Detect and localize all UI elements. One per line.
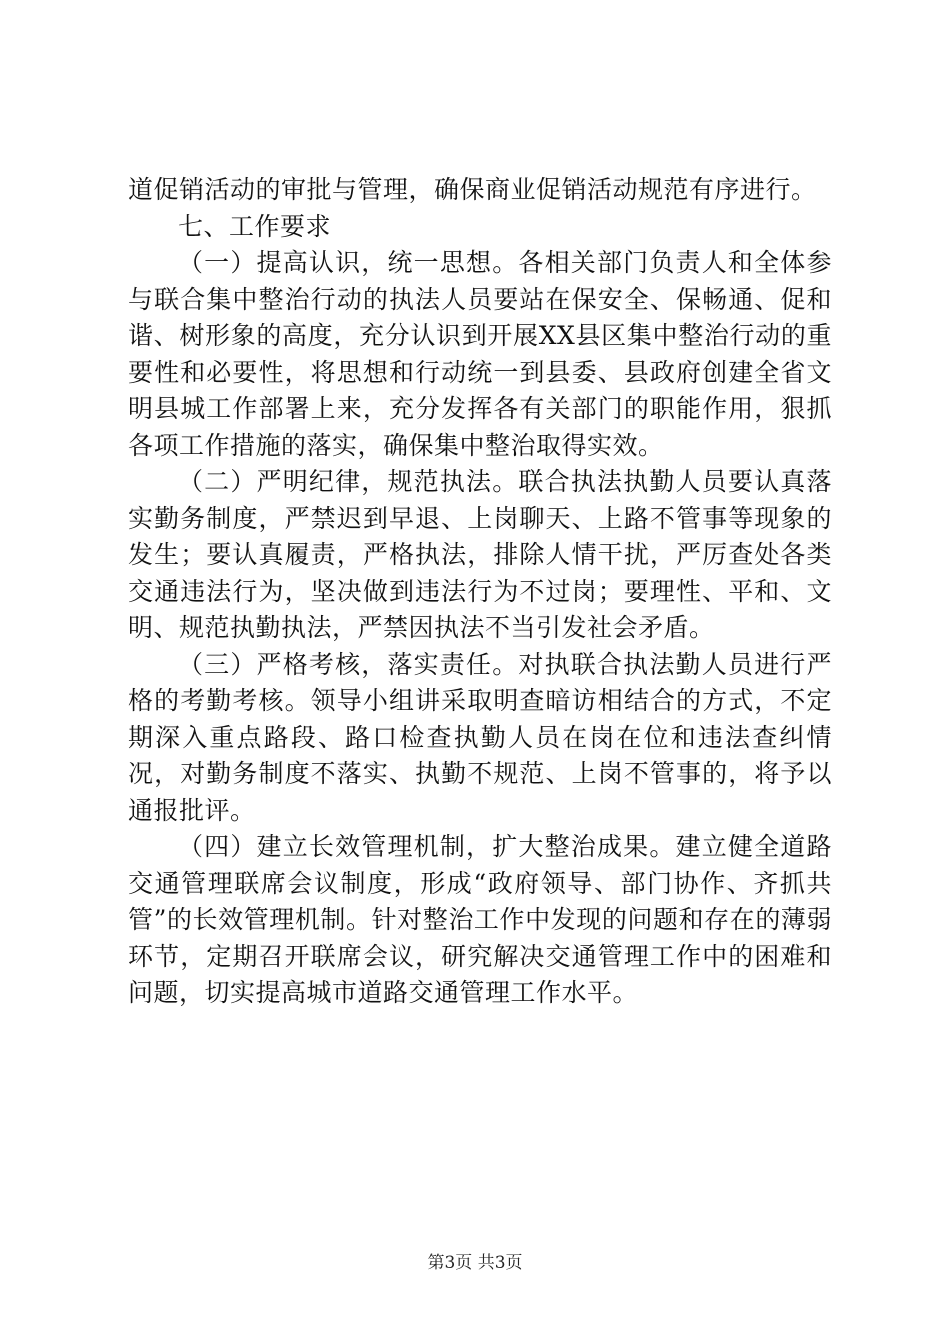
page-number-footer: 第3页 共3页: [427, 1253, 523, 1273]
paragraph-continuation: 道促销活动的审批与管理，确保商业促销活动规范有序进行。: [128, 175, 817, 204]
paragraph-item-4: （四）建立长效管理机制，扩大整治成果。建立健全道路交通管理联席会议制度，形成“政府领导、部门协作、齐抓共管”的长效管理机制。针对整治工作中发现的问题和存在的薄弱环节，定期召开联席会议，研究解决交通管理工作中的困难和问题，切实提高城市道路交通管理工作水平。: [128, 832, 832, 1007]
section-heading-work-requirements: 七、工作要求: [178, 211, 332, 241]
document-body: [128, 172, 832, 1012]
paragraph-item-1: （一）提高认识，统一思想。各相关部门负责人和全体参与联合集中整治行动的执法人员要站在保安全、保畅通、促和谐、树形象的高度，充分认识到开展XX县区集中整治行动的重要性和必要性，将思想和行动统一到县委、县政府创建全省文明县城工作部署上来，充分发挥各有关部门的职能作用，狠抓各项工作措施的落实，确保集中整治取得实效。: [128, 248, 832, 460]
paragraph-item-3: （三）严格考核，落实责任。对执联合执法勤人员进行严格的考勤考核。领导小组讲采取明查暗访相结合的方式，不定期深入重点路段、路口检查执勤人员在岗在位和违法查纠情况，对勤务制度不落实、执勤不规范、上岗不管事的，将予以通报批评。: [128, 649, 832, 825]
paragraph-item-2: （二）严明纪律，规范执法。联合执法执勤人员要认真落实勤务制度，严禁迟到早退、上岗聊天、上路不管事等现象的发生；要认真履责，严格执法，排除人情干扰，严厉查处各类交通违法行为，坚决做到违法行为不过岗；要理性、平和、文明、规范执勤执法，严禁因执法不当引发社会矛盾。: [128, 467, 832, 642]
